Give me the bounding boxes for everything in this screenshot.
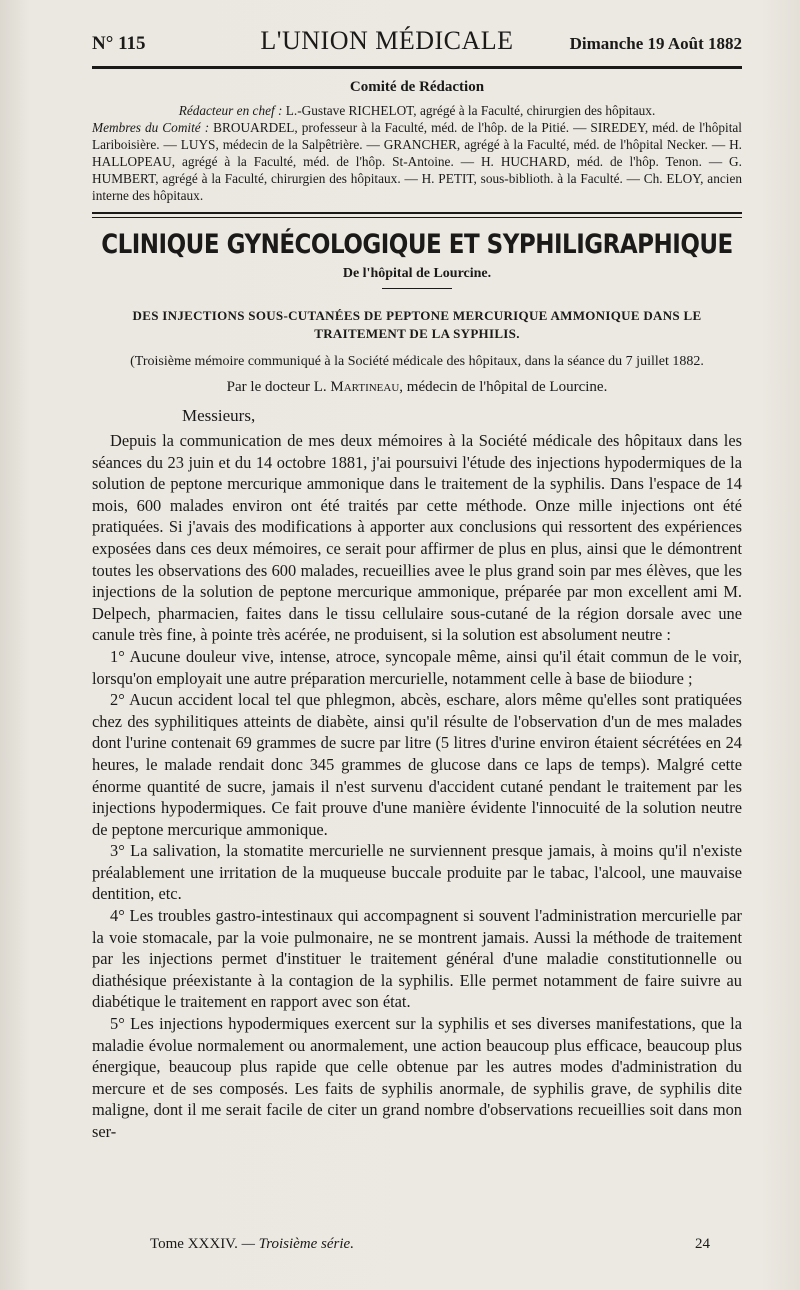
masthead: [92, 22, 742, 56]
author-suffix: médecin de l'hôpital de Lourcine.: [406, 379, 608, 395]
footer-signature: 24: [695, 1236, 710, 1252]
footer-volume: Tome XXXIV.: [150, 1236, 238, 1252]
paragraph-point-5: 5° Les injections hypodermiques exercent sur la syphilis et ses diverses manifestations, que la maladie évolue normalement ou anormalement, une action beaucoup plus efficace, beaucoup plus énergique, beaucoup plus rapide que celle obtenue par les autres modes d'administration du mercure et de ses composés. Les faits de syphilis anormale, de syphilis grave, de syphilis dite maligne, dont il me serait facile de citer un grand nombre d'observations recueillies soit dans mon ser-: [92, 1014, 742, 1141]
members-label: Membres du Comité :: [92, 120, 210, 135]
editor-label: Rédacteur en chef :: [178, 103, 283, 118]
author-name: Martineau,: [330, 379, 404, 395]
committee-block: [92, 102, 742, 204]
paragraph-point-3: 3° La salivation, la stomatite mercurielle ne surviennent presque jamais, à moins qu'il n'existe préalablement une irritation de la muqueuse buccale produite par le tabac, l'alcool, une mauvaise dentition, etc.: [92, 841, 742, 904]
page-footer: [150, 1236, 710, 1253]
footer-series: — Troisième série.: [241, 1236, 354, 1252]
issue-number: N° 115: [92, 33, 146, 54]
paragraph-point-1: 1° Aucune douleur vive, intense, atroce, syncopale même, ainsi qu'il était commun de le voir, lorsqu'on employait une autre préparation mercurielle, notamment celle à base de biiodure ;: [92, 646, 742, 688]
section-title: CLINIQUE GYNÉCOLOGIQUE ET SYPHILIGRAPHIQUE: [101, 230, 733, 260]
committee-title: Comité de Rédaction: [349, 79, 485, 95]
issue-date: Dimanche 19 Août 1882: [569, 34, 742, 53]
memoir-note: (Troisième mémoire communiqué à la Société médicale des hôpitaux, dans la séance du 7 juillet 1882.: [130, 354, 704, 369]
section-subtitle: De l'hôpital de Lourcine.: [342, 266, 492, 281]
author-line: [92, 379, 742, 396]
author-prefix: Par le docteur L.: [226, 379, 327, 395]
paragraph-intro: Depuis la communication de mes deux mémoires à la Société médicale des hôpitaux dans les séances du 23 juin et du 14 octobre 1881, j'ai poursuivi l'étude des injections hypodermiques de la solution de peptone mercurique ammonique dans le traitement de la syphilis. Dans l'espace de 14 mois, 600 malades environ ont été traités par cette méthode. Onze mille injections ont été pratiquées. Si j'avais des modifications à apporter aux conclusions qui ressortent des expériences exposées dans ces deux mémoires, ce serait pour affirmer de plus en plus, ainsi que le démontrent toutes les observations des 600 malades, recueillies avee le plus grand soin par mes élèves, que les injections de la solution de peptone mercurique ammonique, préparée par mon excellent ami M. Delpech, pharmacien, faites dans le tissu cellulaire sous-cutané de la région dorsale avec une canule très fine, à pointe très acérée, ne produisent, si la solution est absolument neutre :: [92, 431, 742, 645]
salutation: Messieurs,: [182, 406, 256, 425]
section-divider: [382, 288, 452, 289]
masthead-rule: [92, 66, 742, 69]
journal-title: L'UNION MÉDICALE: [260, 26, 514, 55]
article-body: [92, 430, 742, 1143]
committee-rule: [92, 212, 742, 218]
editor-text: L.-Gustave RICHELOT, agrégé à la Faculté, chirurgien des hôpitaux.: [285, 103, 656, 118]
paragraph-point-2: 2° Aucun accident local tel que phlegmon, abcès, eschare, alors même qu'elles sont pratiquées chez des syphilitiques atteints de diabète, ainsi qu'il résulte de l'observation d'un de mes malades dont l'urine contenait 69 grammes de sucre par litre (5 litres d'urine environ étaient sécrétées en 24 heures, le malade rendait donc 345 grammes de glucose dans ce laps de temps). Malgré cette énorme quantité de sucre, jamais il n'est survenu d'accident cutané pendant le traitement par les injections hypodermiques. Ce fait prouve d'une manière évidente l'innocuité de la solution neutre de peptone mercurique ammonique.: [92, 690, 742, 839]
members-text: BROUARDEL, professeur à la Faculté, méd. de l'hôp. de la Pitié. — SIREDEY, méd. de l'hôpital Lariboisière. — LUYS, médecin de la Salpêtrière. — GRANCHER, agrégé à la Faculté, méd. de l'hôpital Necker. — H. HALLOPEAU, agrégé à la Faculté, méd. de l'hôp. St-Antoine. — H. HUCHARD, méd. de l'hôp. Tenon. — G. HUMBERT, agrégé à la Faculté, chirurgien des hôpitaux. — H. PETIT, sous-biblioth. à la Faculté. — Ch. ELOY, ancien interne des hôpitaux.: [92, 120, 742, 203]
article-title: DES INJECTIONS SOUS-CUTANÉES DE PEPTONE MERCURIQUE AMMONIQUE DANS LE TRAITEMENT DE LA SYPHILIS.: [132, 308, 702, 341]
paragraph-point-4: 4° Les troubles gastro-intestinaux qui accompagnent si souvent l'administration mercurielle par la voie stomacale, par la voie pulmonaire, ne se montrent jamais. Aussi la méthode de traitement par les injections permet d'instituer le traitement général d'une maladie constitutionnelle ou diathésique préexistante à la contagion de la syphilis. Elle permet notamment de faire suivre au diabétique le traitement en rapport avec son état.: [92, 906, 742, 1012]
